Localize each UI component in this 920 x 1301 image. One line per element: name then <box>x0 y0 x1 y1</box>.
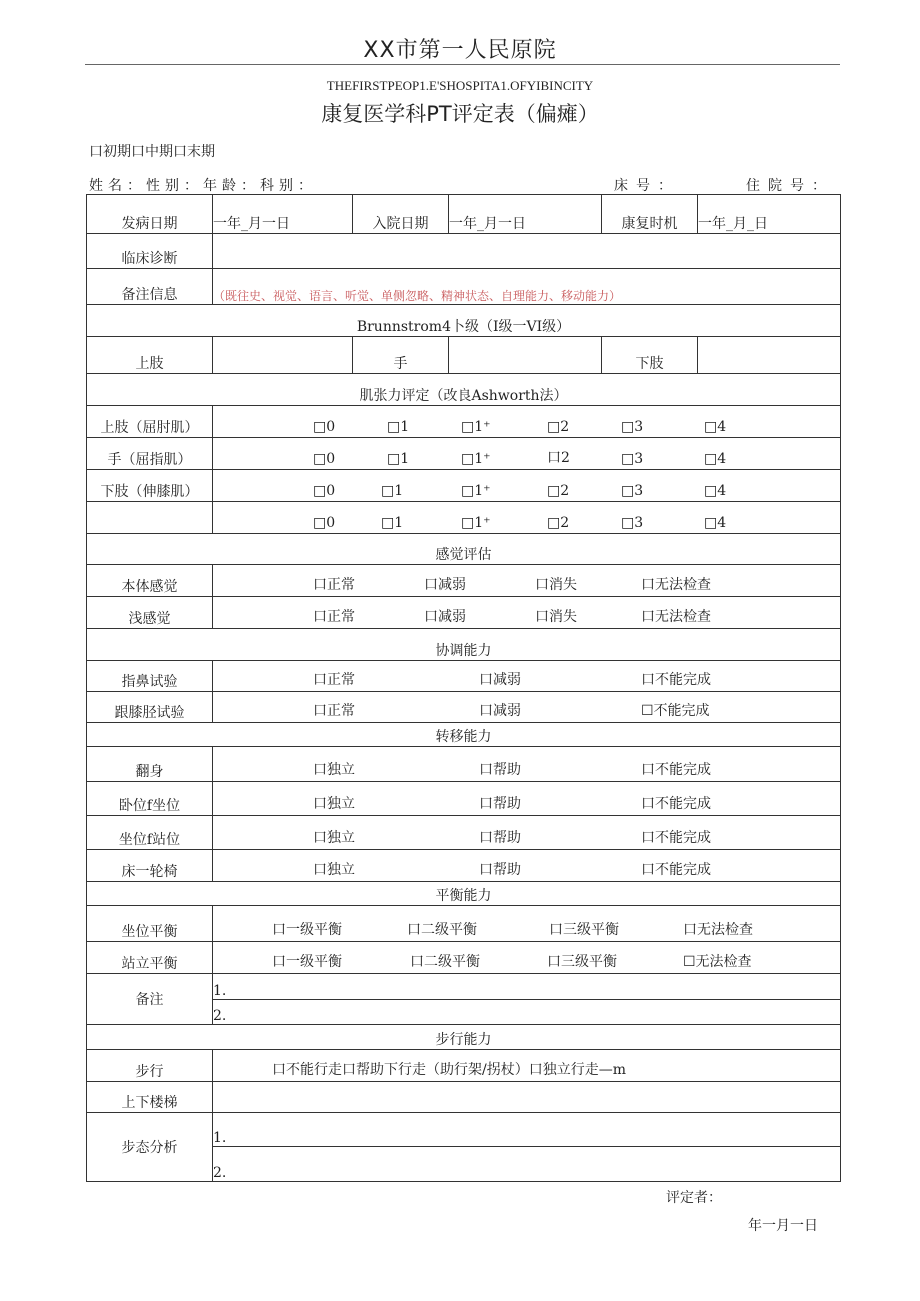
sensation-option[interactable]: 口无法检查 <box>641 609 711 625</box>
rehab-timing-field[interactable]: 一年_月_日 <box>698 195 841 234</box>
balance-row <box>87 942 841 974</box>
coordination-option[interactable]: 口减弱 <box>479 703 521 719</box>
brunnstrom-hand-label: 手 <box>353 337 449 374</box>
tone-option[interactable]: □4 <box>704 419 727 435</box>
tone-options <box>213 438 841 470</box>
sensation-row <box>87 565 841 597</box>
assessment-date: 年一月一日 <box>748 1218 818 1234</box>
tone-title: 肌张力评定（改良Ashworth法） <box>87 374 841 406</box>
tone-option[interactable]: □0 <box>313 451 336 467</box>
walking-options <box>213 1050 841 1082</box>
walking-title: 步行能力 <box>87 1025 841 1050</box>
tone-row <box>87 470 841 502</box>
notes-label: 备注信息 <box>87 269 213 305</box>
transfer-option[interactable]: 口不能完成 <box>641 762 711 778</box>
transfer-title: 转移能力 <box>87 723 841 747</box>
coordination-options <box>213 692 841 723</box>
admission-date-label: 入院日期 <box>353 195 449 234</box>
walking-row <box>87 1050 841 1082</box>
transfer-row <box>87 747 841 782</box>
transfer-option[interactable]: 口帮助 <box>479 862 521 878</box>
tone-option[interactable]: □1 <box>387 451 410 467</box>
tone-options <box>213 406 841 438</box>
brunnstrom-row <box>87 337 841 374</box>
tone-row <box>87 406 841 438</box>
transfer-option[interactable]: 口帮助 <box>479 762 521 778</box>
tone-option[interactable]: □2 <box>547 419 570 435</box>
sensation-option[interactable]: 口正常 <box>313 577 355 593</box>
tone-row-label: 下肢（伸膝肌） <box>87 470 213 502</box>
transfer-row-label: 床一轮椅 <box>87 850 213 882</box>
tone-option[interactable]: □0 <box>313 483 336 499</box>
transfer-option[interactable]: 口不能完成 <box>641 796 711 812</box>
coordination-option[interactable]: 口减弱 <box>479 672 521 688</box>
tone-option[interactable]: □3 <box>621 419 644 435</box>
sensation-option[interactable]: 口减弱 <box>424 609 466 625</box>
transfer-row-label: 翻身 <box>87 747 213 782</box>
onset-date-label: 发病日期 <box>87 195 213 234</box>
balance-remark-row <box>87 974 841 1000</box>
transfer-option[interactable]: 口帮助 <box>479 830 521 846</box>
diagnosis-label: 临床诊断 <box>87 234 213 269</box>
transfer-option[interactable]: 口帮助 <box>479 796 521 812</box>
tone-row-label: 上肢（屈肘肌） <box>87 406 213 438</box>
balance-option[interactable]: 口二级平衡 <box>407 922 477 938</box>
transfer-options <box>213 850 841 882</box>
tone-row-label <box>87 502 213 534</box>
balance-option[interactable]: 口一级平衡 <box>272 954 342 970</box>
coordination-options <box>213 661 841 692</box>
tone-option[interactable]: □1⁺ <box>461 451 491 467</box>
coordination-option[interactable]: 口正常 <box>313 703 355 719</box>
transfer-option[interactable]: 口不能完成 <box>641 830 711 846</box>
balance-option[interactable]: 口一级平衡 <box>272 922 342 938</box>
walking-label: 步行 <box>87 1050 213 1082</box>
tone-option[interactable]: □1 <box>381 515 404 531</box>
gait-line[interactable]: 1. <box>213 1113 841 1147</box>
transfer-options <box>213 747 841 782</box>
brunnstrom-upper-field[interactable] <box>213 337 353 374</box>
transfer-row <box>87 782 841 816</box>
transfer-option[interactable]: 口独立 <box>313 830 355 846</box>
coordination-row <box>87 692 841 723</box>
transfer-row <box>87 850 841 882</box>
bed-number-label: 床号： <box>614 178 680 194</box>
diagnosis-row <box>87 234 841 269</box>
coordination-row-label: 指鼻试验 <box>87 661 213 692</box>
header-divider <box>85 64 840 65</box>
sensation-row <box>87 597 841 629</box>
onset-date-field[interactable]: 一年_月一日 <box>213 195 353 234</box>
sensation-options <box>213 597 841 629</box>
balance-option[interactable]: 口二级平衡 <box>410 954 480 970</box>
tone-row <box>87 438 841 470</box>
walking-option[interactable]: 口不能行走口帮助下行走（助行架/拐杖）口独立行走—m <box>272 1062 626 1078</box>
transfer-options <box>213 782 841 816</box>
tone-option[interactable]: □2 <box>547 483 570 499</box>
stairs-label: 上下楼梯 <box>87 1082 213 1113</box>
coordination-row <box>87 661 841 692</box>
tone-row <box>87 502 841 534</box>
coordination-row-label: 跟膝胫试验 <box>87 692 213 723</box>
stairs-row <box>87 1082 841 1113</box>
tone-option[interactable]: □4 <box>704 515 727 531</box>
hospital-name: XX市第一人民原院 <box>363 38 557 63</box>
brunnstrom-lower-field[interactable] <box>698 337 841 374</box>
balance-remark-line[interactable]: 2. <box>213 1000 841 1025</box>
tone-option[interactable]: □4 <box>704 451 727 467</box>
tone-option[interactable]: □1⁺ <box>461 483 491 499</box>
brunnstrom-upper-label: 上肢 <box>87 337 213 374</box>
transfer-title-row <box>87 723 841 747</box>
tone-option[interactable]: □1⁺ <box>461 419 491 435</box>
transfer-option[interactable]: 口独立 <box>313 862 355 878</box>
coordination-option[interactable]: 口正常 <box>313 672 355 688</box>
sensation-row-label: 本体感觉 <box>87 565 213 597</box>
brunnstrom-title: Brunnstrom4卜级（I级一VI级） <box>87 305 841 337</box>
sensation-title: 感觉评估 <box>87 534 841 565</box>
coordination-title-row <box>87 629 841 661</box>
tone-option[interactable]: □0 <box>313 515 336 531</box>
hospital-number-label: 住院号： <box>746 178 834 194</box>
tone-option[interactable]: □3 <box>621 515 644 531</box>
tone-options <box>213 470 841 502</box>
dates-row <box>87 195 841 234</box>
sensation-row-label: 浅感觉 <box>87 597 213 629</box>
hospital-english-name: THEFIRSTPEOP1.E'SHOSPITA1.OFYIBINCITY <box>326 78 594 93</box>
balance-row-label: 坐位平衡 <box>87 906 213 942</box>
gait-line[interactable]: 2. <box>213 1147 841 1182</box>
tone-option[interactable]: □2 <box>547 515 570 531</box>
tone-option[interactable]: □3 <box>621 451 644 467</box>
admission-date-field[interactable]: 一年_月一日 <box>449 195 602 234</box>
tone-option[interactable]: □1 <box>381 483 404 499</box>
sensation-option[interactable]: 口无法检查 <box>641 577 711 593</box>
form-title: 康复医学科PT评定表（偏瘫） <box>321 102 599 126</box>
transfer-row-label: 坐位f站位 <box>87 816 213 850</box>
brunnstrom-lower-label: 下肢 <box>602 337 698 374</box>
transfer-option[interactable]: 口不能完成 <box>641 862 711 878</box>
tone-option[interactable]: 口2 <box>547 450 570 466</box>
sensation-title-row <box>87 534 841 565</box>
sensation-option[interactable]: 口消失 <box>535 609 577 625</box>
balance-option[interactable]: 口无法检查 <box>683 922 753 938</box>
walking-title-row <box>87 1025 841 1050</box>
tone-row-label: 手（屈指肌） <box>87 438 213 470</box>
coordination-option[interactable]: 口不能完成 <box>641 672 711 688</box>
patient-basic-info: 姓名：性别：年龄：科别： <box>89 178 317 194</box>
transfer-option[interactable]: 口独立 <box>313 762 355 778</box>
coordination-title: 协调能力 <box>87 629 841 661</box>
tone-option[interactable]: □1⁺ <box>461 515 491 531</box>
tone-title-row <box>87 374 841 406</box>
sensation-option[interactable]: 口减弱 <box>424 577 466 593</box>
balance-option[interactable]: 口三级平衡 <box>549 922 619 938</box>
transfer-row-label: 卧位f坐位 <box>87 782 213 816</box>
sensation-options <box>213 565 841 597</box>
assessment-table <box>86 194 841 1182</box>
brunnstrom-title-row <box>87 305 841 337</box>
gait-label: 步态分析 <box>87 1113 213 1182</box>
assessment-period[interactable]: 口初期口中期口末期 <box>89 144 215 160</box>
balance-options <box>213 942 841 974</box>
transfer-row <box>87 816 841 850</box>
tone-option[interactable]: □1 <box>387 419 410 435</box>
transfer-options <box>213 816 841 850</box>
tone-option[interactable]: □4 <box>704 483 727 499</box>
tone-option[interactable]: □0 <box>313 419 336 435</box>
balance-options <box>213 906 841 942</box>
balance-remark-line[interactable]: 1. <box>213 974 841 1000</box>
notes-row <box>87 269 841 305</box>
balance-option[interactable]: ☐无法检查 <box>683 954 752 970</box>
tone-option[interactable]: □3 <box>621 483 644 499</box>
notes-hint[interactable]: （既往史、视觉、语言、听觉、单侧忽略、精神状态、自理能力、移动能力） <box>213 269 841 305</box>
sensation-option[interactable]: 口消失 <box>535 577 577 593</box>
balance-remark-label: 备注 <box>87 974 213 1025</box>
diagnosis-field[interactable] <box>213 234 841 269</box>
stairs-field[interactable] <box>213 1082 841 1113</box>
balance-option[interactable]: 口三级平衡 <box>547 954 617 970</box>
balance-row-label: 站立平衡 <box>87 942 213 974</box>
rehab-timing-label: 康复时机 <box>602 195 698 234</box>
sensation-option[interactable]: 口正常 <box>313 609 355 625</box>
brunnstrom-hand-field[interactable] <box>449 337 602 374</box>
balance-title-row <box>87 882 841 906</box>
gait-row <box>87 1113 841 1147</box>
transfer-option[interactable]: 口独立 <box>313 796 355 812</box>
rater-label: 评定者： <box>666 1190 722 1206</box>
balance-title: 平衡能力 <box>87 882 841 906</box>
balance-row <box>87 906 841 942</box>
tone-options <box>213 502 841 534</box>
coordination-option[interactable]: ☐不能完成 <box>641 703 710 719</box>
